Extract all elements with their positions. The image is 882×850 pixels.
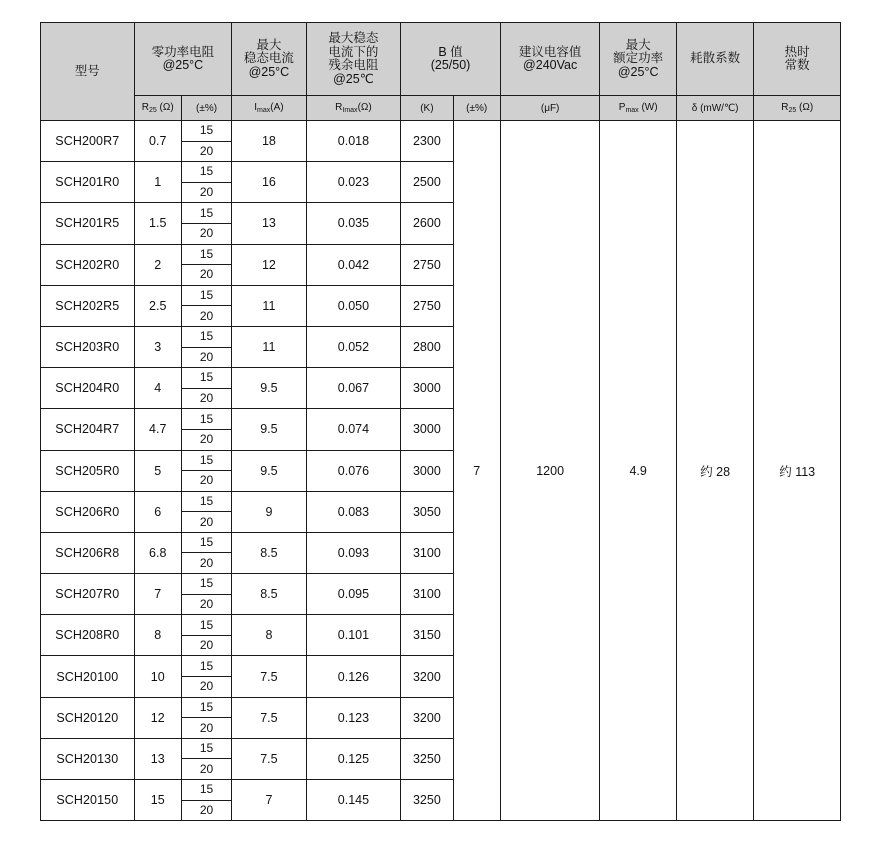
tolerance-20-cell: 20: [181, 677, 231, 698]
r25-cell: 10: [134, 656, 181, 697]
tolerance-15-cell: 15: [181, 656, 231, 677]
imax-cell: 9.5: [232, 368, 306, 409]
tolerance-15-cell: 15: [181, 368, 231, 389]
tolerance-15-cell: 15: [181, 780, 231, 801]
header-max-power: 最大 额定功率 @25°C: [600, 23, 676, 96]
rimax-cell: 0.052: [306, 326, 401, 367]
unit-capacitance: (μF): [500, 96, 600, 121]
b-value-cell: 3100: [401, 574, 453, 615]
unit-pmax: $P_{max}$ (W): [600, 96, 676, 121]
r25-cell: 1: [134, 162, 181, 203]
imax-cell: 12: [232, 244, 306, 285]
tolerance-20-cell: 20: [181, 800, 231, 821]
tolerance-15-cell: 15: [181, 532, 231, 553]
header-b-value: B 值 (25/50): [401, 23, 501, 96]
model-cell: SCH204R0: [41, 368, 135, 409]
imax-cell: 8.5: [232, 532, 306, 573]
tolerance-20-cell: 20: [181, 512, 231, 533]
r25-cell: 12: [134, 697, 181, 738]
b-value-cell: 3250: [401, 780, 453, 821]
header-row: [41, 23, 841, 96]
header-dissipation: 耗散系数: [676, 23, 753, 96]
capacitance-cell: 1200: [500, 121, 600, 821]
model-cell: SCH201R5: [41, 203, 135, 244]
rimax-cell: 0.023: [306, 162, 401, 203]
model-cell: SCH208R0: [41, 615, 135, 656]
imax-cell: 8.5: [232, 574, 306, 615]
tolerance-20-cell: 20: [181, 429, 231, 450]
imax-cell: 7: [232, 780, 306, 821]
r25-cell: 2: [134, 244, 181, 285]
rimax-cell: 0.093: [306, 532, 401, 573]
table-row: [41, 121, 841, 142]
r25-cell: 6: [134, 491, 181, 532]
max-power-cell: 4.9: [600, 121, 676, 821]
r25-cell: 4: [134, 368, 181, 409]
r25-cell: 13: [134, 738, 181, 779]
tolerance-20-cell: 20: [181, 306, 231, 327]
model-cell: SCH203R0: [41, 326, 135, 367]
b-value-cell: 3200: [401, 656, 453, 697]
rimax-cell: 0.018: [306, 121, 401, 162]
header-thermal-time: 热时 常数: [754, 23, 841, 96]
rimax-cell: 0.123: [306, 697, 401, 738]
imax-cell: 18: [232, 121, 306, 162]
header-zero-power-resistance: 零功率电阻 @25°C: [134, 23, 232, 96]
tolerance-20-cell: 20: [181, 759, 231, 780]
imax-cell: 16: [232, 162, 306, 203]
tolerance-20-cell: 20: [181, 635, 231, 656]
r25-cell: 4.7: [134, 409, 181, 450]
model-cell: SCH20100: [41, 656, 135, 697]
model-cell: SCH20150: [41, 780, 135, 821]
tolerance-15-cell: 15: [181, 409, 231, 430]
unit-thermal: $R_{25}$ (Ω): [754, 96, 841, 121]
model-cell: SCH202R0: [41, 244, 135, 285]
imax-cell: 8: [232, 615, 306, 656]
r25-cell: 6.8: [134, 532, 181, 573]
tolerance-15-cell: 15: [181, 574, 231, 595]
r25-cell: 5: [134, 450, 181, 491]
table-body: [41, 121, 841, 821]
model-cell: SCH204R7: [41, 409, 135, 450]
tolerance-15-cell: 15: [181, 450, 231, 471]
imax-cell: 11: [232, 326, 306, 367]
unit-rimax: $R_{Imax}(\Omega)$: [306, 96, 401, 121]
r25-cell: 2.5: [134, 285, 181, 326]
r25-cell: 15: [134, 780, 181, 821]
rimax-cell: 0.083: [306, 491, 401, 532]
b-value-cell: 3100: [401, 532, 453, 573]
b-value-cell: 3000: [401, 450, 453, 491]
imax-cell: 13: [232, 203, 306, 244]
header-max-current: 最大 稳态电流 @25°C: [232, 23, 306, 96]
dissipation-cell: 约 28: [676, 121, 753, 821]
tolerance-20-cell: 20: [181, 265, 231, 286]
tolerance-20-cell: 20: [181, 388, 231, 409]
rimax-cell: 0.126: [306, 656, 401, 697]
tolerance-20-cell: 20: [181, 553, 231, 574]
tolerance-20-cell: 20: [181, 141, 231, 162]
model-cell: SCH205R0: [41, 450, 135, 491]
b-value-cell: 2750: [401, 244, 453, 285]
model-cell: SCH206R8: [41, 532, 135, 573]
b-value-cell: 3000: [401, 409, 453, 450]
r25-cell: 1.5: [134, 203, 181, 244]
imax-cell: 9.5: [232, 450, 306, 491]
rimax-cell: 0.074: [306, 409, 401, 450]
tolerance-20-cell: 20: [181, 182, 231, 203]
b-value-cell: 2600: [401, 203, 453, 244]
b-tolerance-cell: 7: [453, 121, 500, 821]
model-cell: SCH20120: [41, 697, 135, 738]
tolerance-20-cell: 20: [181, 347, 231, 368]
unit-b-kelvin: (K): [401, 96, 453, 121]
r25-cell: 7: [134, 574, 181, 615]
tolerance-15-cell: 15: [181, 244, 231, 265]
b-value-cell: 3200: [401, 697, 453, 738]
header-model: 型号: [41, 23, 135, 121]
thermistor-spec-table: [40, 22, 841, 821]
unit-imax: $I_{max}(A)$: [232, 96, 306, 121]
tolerance-20-cell: 20: [181, 594, 231, 615]
tolerance-15-cell: 15: [181, 121, 231, 142]
rimax-cell: 0.125: [306, 738, 401, 779]
b-value-cell: 2800: [401, 326, 453, 367]
model-cell: SCH20130: [41, 738, 135, 779]
b-value-cell: 3000: [401, 368, 453, 409]
imax-cell: 7.5: [232, 656, 306, 697]
tolerance-15-cell: 15: [181, 326, 231, 347]
spec-sheet: [40, 22, 841, 821]
tolerance-15-cell: 15: [181, 285, 231, 306]
unit-b-tolerance: (±%): [453, 96, 500, 121]
rimax-cell: 0.076: [306, 450, 401, 491]
r25-cell: 8: [134, 615, 181, 656]
tolerance-20-cell: 20: [181, 718, 231, 739]
tolerance-15-cell: 15: [181, 738, 231, 759]
r25-cell: 3: [134, 326, 181, 367]
rimax-cell: 0.042: [306, 244, 401, 285]
rimax-cell: 0.035: [306, 203, 401, 244]
b-value-cell: 2750: [401, 285, 453, 326]
model-cell: SCH206R0: [41, 491, 135, 532]
b-value-cell: 2300: [401, 121, 453, 162]
tolerance-15-cell: 15: [181, 491, 231, 512]
model-cell: SCH207R0: [41, 574, 135, 615]
rimax-cell: 0.050: [306, 285, 401, 326]
b-value-cell: 2500: [401, 162, 453, 203]
b-value-cell: 3250: [401, 738, 453, 779]
tolerance-20-cell: 20: [181, 471, 231, 492]
rimax-cell: 0.095: [306, 574, 401, 615]
rimax-cell: 0.145: [306, 780, 401, 821]
model-cell: SCH201R0: [41, 162, 135, 203]
header-max-residual-resistance: 最大稳态 电流下的 残余电阻 @25℃: [306, 23, 401, 96]
r25-cell: 0.7: [134, 121, 181, 162]
tolerance-15-cell: 15: [181, 615, 231, 636]
tolerance-20-cell: 20: [181, 223, 231, 244]
tolerance-15-cell: 15: [181, 203, 231, 224]
tolerance-15-cell: 15: [181, 697, 231, 718]
unit-tolerance: (±%): [181, 96, 231, 121]
b-value-cell: 3050: [401, 491, 453, 532]
b-value-cell: 3150: [401, 615, 453, 656]
unit-delta: δ (mW/℃): [676, 96, 753, 121]
imax-cell: 7.5: [232, 738, 306, 779]
imax-cell: 9.5: [232, 409, 306, 450]
rimax-cell: 0.067: [306, 368, 401, 409]
rimax-cell: 0.101: [306, 615, 401, 656]
imax-cell: 7.5: [232, 697, 306, 738]
unit-r25: $R_{25}$ (Ω): [134, 96, 181, 121]
imax-cell: 11: [232, 285, 306, 326]
tolerance-15-cell: 15: [181, 162, 231, 183]
header-capacitance: 建议电容值 @240Vac: [500, 23, 600, 96]
unit-row: [41, 96, 841, 121]
model-cell: SCH202R5: [41, 285, 135, 326]
model-cell: SCH200R7: [41, 121, 135, 162]
thermal-time-cell: 约 113: [754, 121, 841, 821]
imax-cell: 9: [232, 491, 306, 532]
